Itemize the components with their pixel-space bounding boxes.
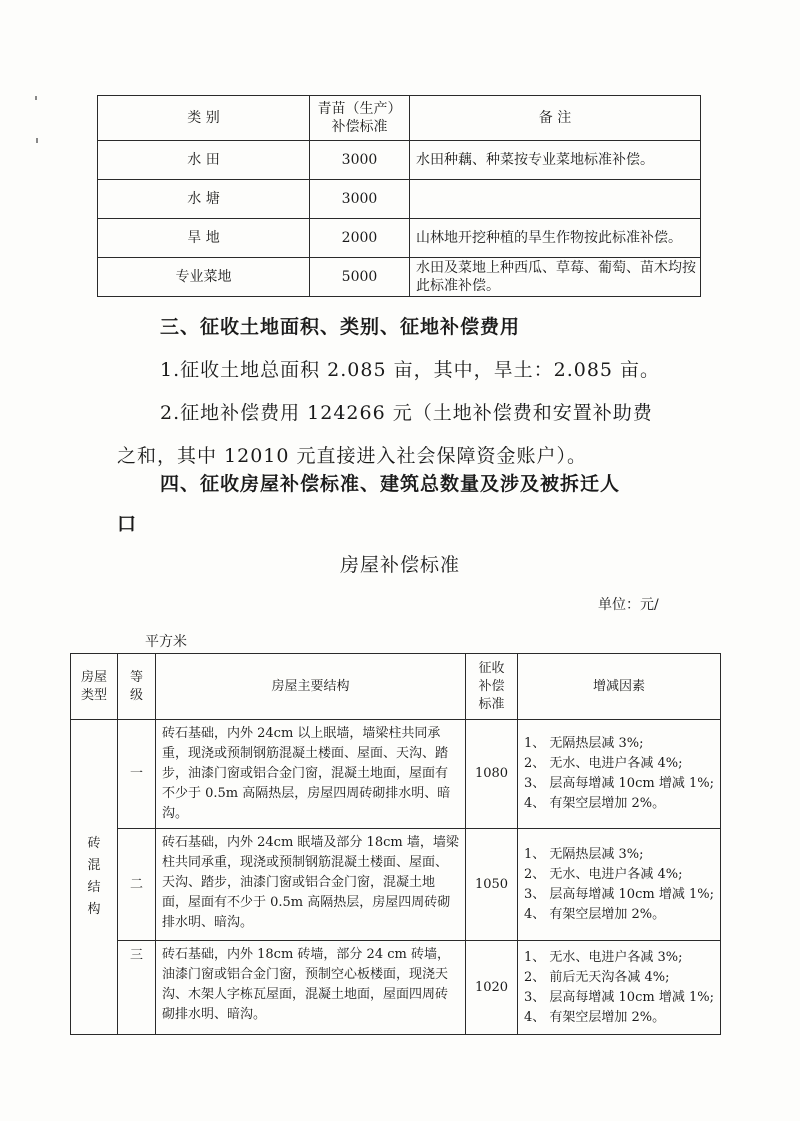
row-remark: [410, 180, 701, 219]
section3-item2-line2: 之和，其中 12010 元直接进入社会保障资金账户）。: [117, 445, 588, 467]
section3-heading: 三、征收土地面积、类别、征地补偿费用: [160, 316, 521, 338]
table-row: [98, 141, 701, 180]
house-type-cell: 砖 混 结 构: [71, 720, 118, 1035]
table-row: [71, 720, 721, 829]
table2-title: 房屋补偿标准: [339, 554, 460, 576]
row-remark: 水田种藕、种菜按专业菜地标准补偿。: [410, 141, 701, 180]
factors-cell: 1、 无隔热层减 3%; 2、 无水、电进户各减 4%; 3、 层高每增减 10cm 增减 1%; 4、 有架空层增加 2%。: [518, 720, 721, 829]
standard-cell: 1020: [466, 941, 518, 1035]
table-header-row: [98, 96, 701, 141]
table-row: [71, 941, 721, 1035]
section3-item2-line1: 2.征地补偿费用 124266 元（土地补偿费和安置补助费: [160, 402, 653, 424]
row-category: 水 塘: [98, 180, 310, 219]
row-standard: 5000: [310, 258, 410, 297]
header-structure: 房屋主要结构: [156, 654, 466, 720]
standard-cell: 1050: [466, 829, 518, 941]
row-standard: 3000: [310, 141, 410, 180]
row-remark: 山林地开挖种植的旱生作物按此标准补偿。: [410, 219, 701, 258]
grade-cell: 三: [118, 941, 156, 1035]
table-row: [98, 219, 701, 258]
header-category: 类 别: [98, 96, 310, 141]
header-factors: 增减因素: [518, 654, 721, 720]
section4-heading-line2: 口: [117, 513, 138, 535]
factors-cell: 1、 无水、电进户各减 3%; 2、 前后无天沟各减 4%; 3、 层高每增减 10cm 增减 1%; 4、 有架空层增加 2%。: [518, 941, 721, 1035]
structure-cell: 砖石基础，内外 24cm 以上眠墙，墙梁柱共同承重，现浇或预制钢筋混凝土楼面、屋面、天沟、踏步，油漆门窗或铝合金门窗，混凝土地面，屋面有不少于 0.5m 高隔热层，房屋四周砖砌排水明、暗沟。: [156, 720, 466, 829]
seedling-compensation-table: [97, 95, 701, 297]
row-category: 专业菜地: [98, 258, 310, 297]
house-compensation-table: [70, 653, 721, 1035]
section3-item1: 1.征收土地总面积 2.085 亩，其中，旱土：2.085 亩。: [160, 359, 661, 381]
scan-mark: [35, 96, 37, 100]
grade-cell: 二: [118, 829, 156, 941]
row-standard: 3000: [310, 180, 410, 219]
row-remark: 水田及菜地上种西瓜、草莓、葡萄、苗木均按此标准补偿。: [410, 258, 701, 297]
header-remark: 备 注: [410, 96, 701, 141]
scan-mark: [36, 138, 38, 143]
row-category: 旱 地: [98, 219, 310, 258]
factors-cell: 1、 无隔热层减 3%; 2、 无水、电进户各减 4%; 3、 层高每增减 10cm 增减 1%; 4、 有架空层增加 2%。: [518, 829, 721, 941]
table-row: [71, 829, 721, 941]
header-house-type: 房屋 类型: [71, 654, 118, 720]
unit-label-line1: 单位：元/: [598, 597, 659, 613]
header-grade: 等 级: [118, 654, 156, 720]
unit-label-line2: 平方米: [145, 634, 187, 650]
table-row: [98, 180, 701, 219]
standard-cell: 1080: [466, 720, 518, 829]
header-standard: 青苗（生产） 补偿标准: [310, 96, 410, 141]
grade-cell: 一: [118, 720, 156, 829]
row-category: 水 田: [98, 141, 310, 180]
header-standard: 征收 补偿 标准: [466, 654, 518, 720]
row-standard: 2000: [310, 219, 410, 258]
table-header-row: [71, 654, 721, 720]
structure-cell: 砖石基础，内外 24cm 眠墙及部分 18cm 墙，墙梁柱共同承重，现浇或预制钢筋混凝土楼面、屋面、天沟、踏步，油漆门窗或铝合金门窗，混凝土地面，屋面有不少于 0.5m 高隔热层，房屋四周砖砌排水明、暗沟。: [156, 829, 466, 941]
structure-cell: 砖石基础，内外 18cm 砖墙，部分 24 cm 砖墙，油漆门窗或铝合金门窗，预制空心板楼面，现浇天沟、木架人字栋瓦屋面，混凝土地面，屋面四周砖砌排水明、暗沟。: [156, 941, 466, 1035]
table-row: [98, 258, 701, 297]
section4-heading-line1: 四、征收房屋补偿标准、建筑总数量及涉及被拆迁人: [160, 473, 621, 495]
